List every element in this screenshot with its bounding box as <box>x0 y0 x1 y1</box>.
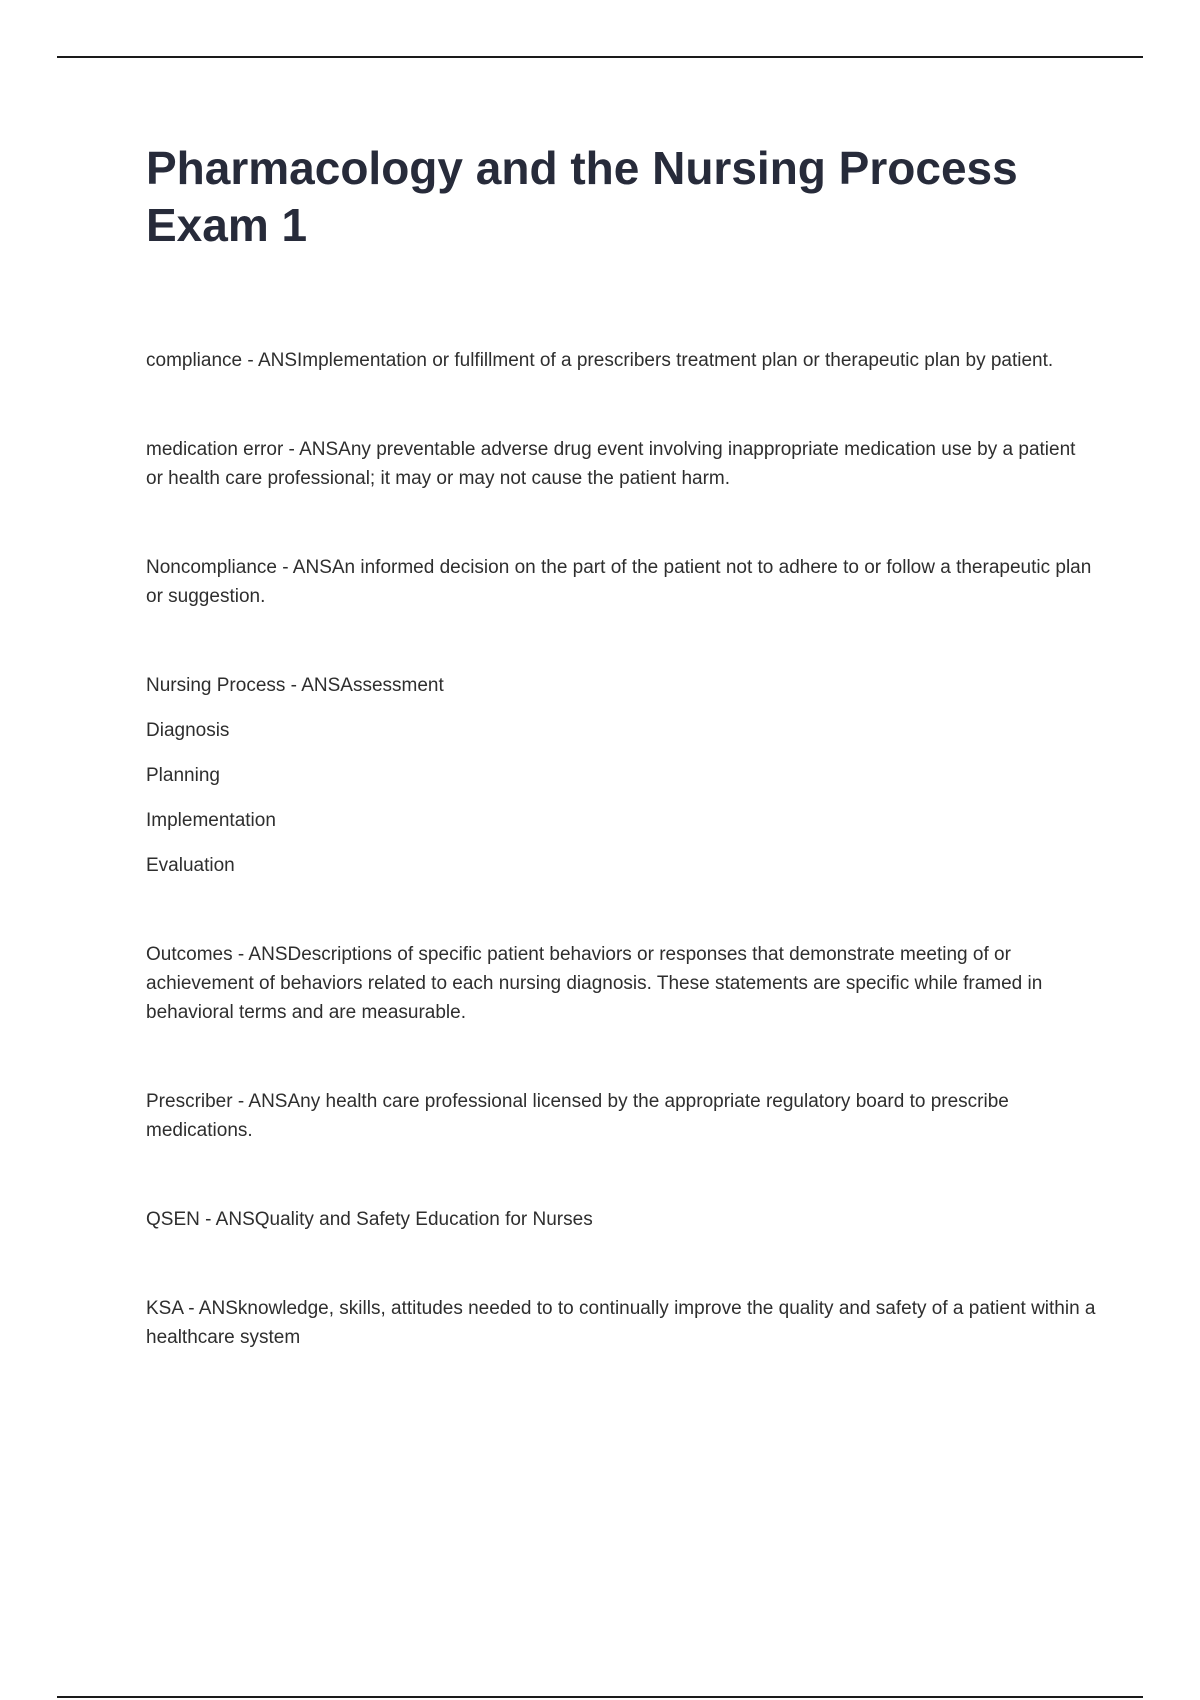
entry-outcomes: Outcomes - ANSDescriptions of specific patient behaviors or responses that demonstrate meeting of or achievement of behaviors related to each nursing diagnosis. These statements are specific while framed in behavioral terms and are measurable. <box>146 944 1043 1023</box>
nursing-process-line: Implementation <box>146 810 276 831</box>
nursing-process-line: Evaluation <box>146 855 235 876</box>
nursing-process-line: Nursing Process - ANSAssessment <box>146 675 444 696</box>
entry-noncompliance: Noncompliance - ANSAn informed decision on the part of the patient not to adhere to or follow a therapeutic plan or suggestion. <box>146 557 1092 607</box>
bottom-rule <box>57 1696 1143 1698</box>
entry-medication-error: medication error - ANSAny preventable adverse drug event involving inappropriate medication use by a patient or health care professional; it may or may not cause the patient harm. <box>146 439 1076 489</box>
entry-prescriber: Prescriber - ANSAny health care professional licensed by the appropriate regulatory board to prescribe medications. <box>146 1091 1009 1141</box>
entry-qsen: QSEN - ANSQuality and Safety Education for Nurses <box>146 1209 593 1230</box>
page-title: Pharmacology and the Nursing Process Exam 1 <box>146 142 1018 251</box>
top-rule <box>57 56 1143 58</box>
entry-ksa: KSA - ANSknowledge, skills, attitudes needed to to continually improve the quality and safety of a patient within a healthcare system <box>146 1298 1096 1348</box>
flashcard-list <box>146 346 1096 1352</box>
document-body <box>146 140 1096 1412</box>
entry-compliance: compliance - ANSImplementation or fulfillment of a prescribers treatment plan or therapeutic plan by patient. <box>146 350 1054 371</box>
nursing-process-line: Planning <box>146 765 220 786</box>
nursing-process-line: Diagnosis <box>146 720 230 741</box>
entry-nursing-process <box>146 671 1096 880</box>
